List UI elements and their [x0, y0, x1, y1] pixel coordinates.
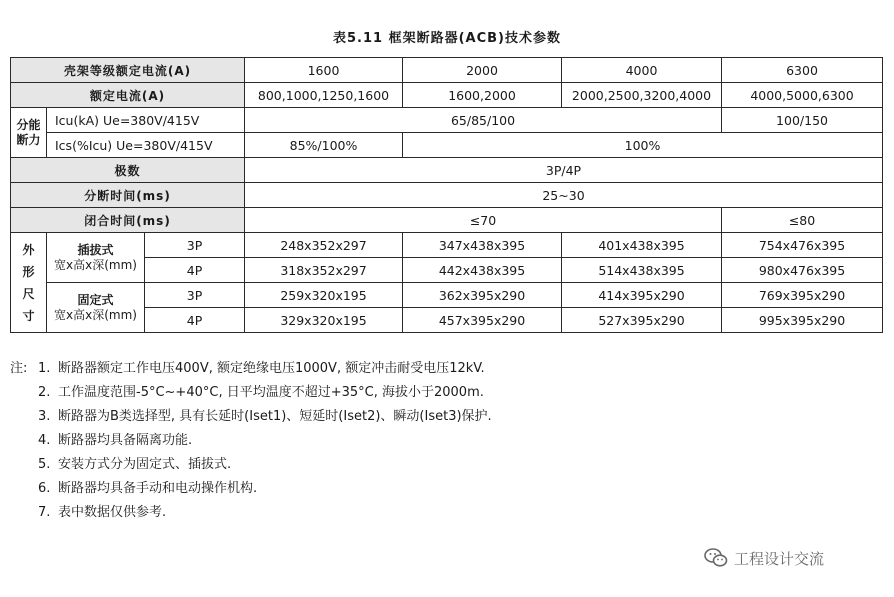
- table-cell: 514x438x395: [562, 258, 722, 283]
- table-cell: 980x476x395: [722, 258, 883, 283]
- table-row: [11, 183, 883, 208]
- frame-2000: 2000: [403, 58, 562, 83]
- frame-current-label: 壳架等级额定电流(A): [11, 58, 245, 83]
- table-cell: 2000,2500,3200,4000: [562, 83, 722, 108]
- table-cell: 318x352x297: [245, 258, 403, 283]
- poles-label: 极数: [11, 158, 245, 183]
- ics-label: Ics(%Icu) Ue=380V/415V: [47, 133, 245, 158]
- table-row: [11, 58, 883, 83]
- table-cell: 65/85/100: [245, 108, 722, 133]
- table-cell: 414x395x290: [562, 283, 722, 308]
- table-cell: 248x352x297: [245, 233, 403, 258]
- table-cell: ≤70: [245, 208, 722, 233]
- table-cell: 442x438x395: [403, 258, 562, 283]
- breaking-capacity-group: 分能断力: [11, 108, 47, 158]
- note-text: 断路器均具备手动和电动操作机构.: [58, 481, 258, 496]
- drawout-type-label: [47, 233, 145, 283]
- table-cell: 100%: [403, 133, 883, 158]
- dim-unit-label: 宽x高x深(mm): [54, 307, 137, 322]
- table-cell: 329x320x195: [245, 308, 403, 333]
- table-cell: 527x395x290: [562, 308, 722, 333]
- rated-current-label: 额定电流(A): [11, 83, 245, 108]
- table-cell: 800,1000,1250,1600: [245, 83, 403, 108]
- note-number: 4.: [38, 433, 51, 448]
- watermark-text: 工程设计交流: [734, 549, 825, 568]
- table-cell: 1600,2000: [403, 83, 562, 108]
- table-cell: 754x476x395: [722, 233, 883, 258]
- close-time-label: 闭合时间(ms): [11, 208, 245, 233]
- table-cell: 100/150: [722, 108, 883, 133]
- table-row: [11, 233, 883, 258]
- notes-lead: 注:: [10, 361, 28, 376]
- table-cell: 259x320x195: [245, 283, 403, 308]
- table-cell: 362x395x290: [403, 283, 562, 308]
- note-text: 表中数据仅供参考.: [58, 505, 167, 520]
- frame-6300: 6300: [722, 58, 883, 83]
- table-row: [11, 108, 883, 133]
- frame-1600: 1600: [245, 58, 403, 83]
- note-number: 2.: [38, 385, 51, 400]
- table-cell: 85%/100%: [245, 133, 403, 158]
- table-cell: 25~30: [245, 183, 883, 208]
- note-number: 7.: [38, 505, 51, 520]
- pole-3p: 3P: [145, 283, 245, 308]
- table-row: [11, 158, 883, 183]
- pole-4p: 4P: [145, 258, 245, 283]
- note-number: 6.: [38, 481, 51, 496]
- table-row: [11, 283, 883, 308]
- drawout-label: 插拔式: [77, 242, 114, 257]
- notes-section: [10, 357, 710, 525]
- list-item: [10, 477, 710, 501]
- dim-unit-label: 宽x高x深(mm): [54, 257, 137, 272]
- note-number: 3.: [38, 409, 51, 424]
- note-text: 断路器均具备隔离功能.: [58, 433, 193, 448]
- dimensions-group-label: 外形尺寸: [22, 242, 35, 323]
- list-item: [10, 405, 710, 429]
- list-item: [10, 381, 710, 405]
- table-cell: 769x395x290: [722, 283, 883, 308]
- fixed-label: 固定式: [77, 292, 114, 307]
- table-cell: 4000,5000,6300: [722, 83, 883, 108]
- list-item: [10, 429, 710, 453]
- wechat-icon: [704, 547, 728, 569]
- pole-4p: 4P: [145, 308, 245, 333]
- list-item: [10, 357, 710, 381]
- table-row: [11, 208, 883, 233]
- table-cell: 3P/4P: [245, 158, 883, 183]
- dimensions-group: [11, 233, 47, 333]
- table-row: [11, 83, 883, 108]
- table-cell: 457x395x290: [403, 308, 562, 333]
- note-number: 1.: [38, 361, 51, 376]
- icu-label: Icu(kA) Ue=380V/415V: [47, 108, 245, 133]
- table-row: [11, 133, 883, 158]
- watermark: [704, 545, 824, 571]
- table-cell: 995x395x290: [722, 308, 883, 333]
- note-text: 断路器额定工作电压400V, 额定绝缘电压1000V, 额定冲击耐受电压12kV.: [58, 361, 485, 376]
- note-text: 安装方式分为固定式、插拔式.: [58, 457, 232, 472]
- table-cell: ≤80: [722, 208, 883, 233]
- fixed-type-label: [47, 283, 145, 333]
- break-time-label: 分断时间(ms): [11, 183, 245, 208]
- acb-spec-table: [10, 57, 883, 333]
- table-cell: 347x438x395: [403, 233, 562, 258]
- note-text: 断路器为B类选择型, 具有长延时(Iset1)、短延时(Iset2)、瞬动(Iset3)保护.: [58, 409, 492, 424]
- list-item: [10, 453, 710, 477]
- pole-3p: 3P: [145, 233, 245, 258]
- frame-4000: 4000: [562, 58, 722, 83]
- list-item: [10, 501, 710, 525]
- table-title: 表5.11 框架断路器(ACB)技术参数: [333, 31, 561, 46]
- note-number: 5.: [38, 457, 51, 472]
- table-cell: 401x438x395: [562, 233, 722, 258]
- note-text: 工作温度范围-5°C~+40°C, 日平均温度不超过+35°C, 海拔小于2000m.: [58, 385, 484, 400]
